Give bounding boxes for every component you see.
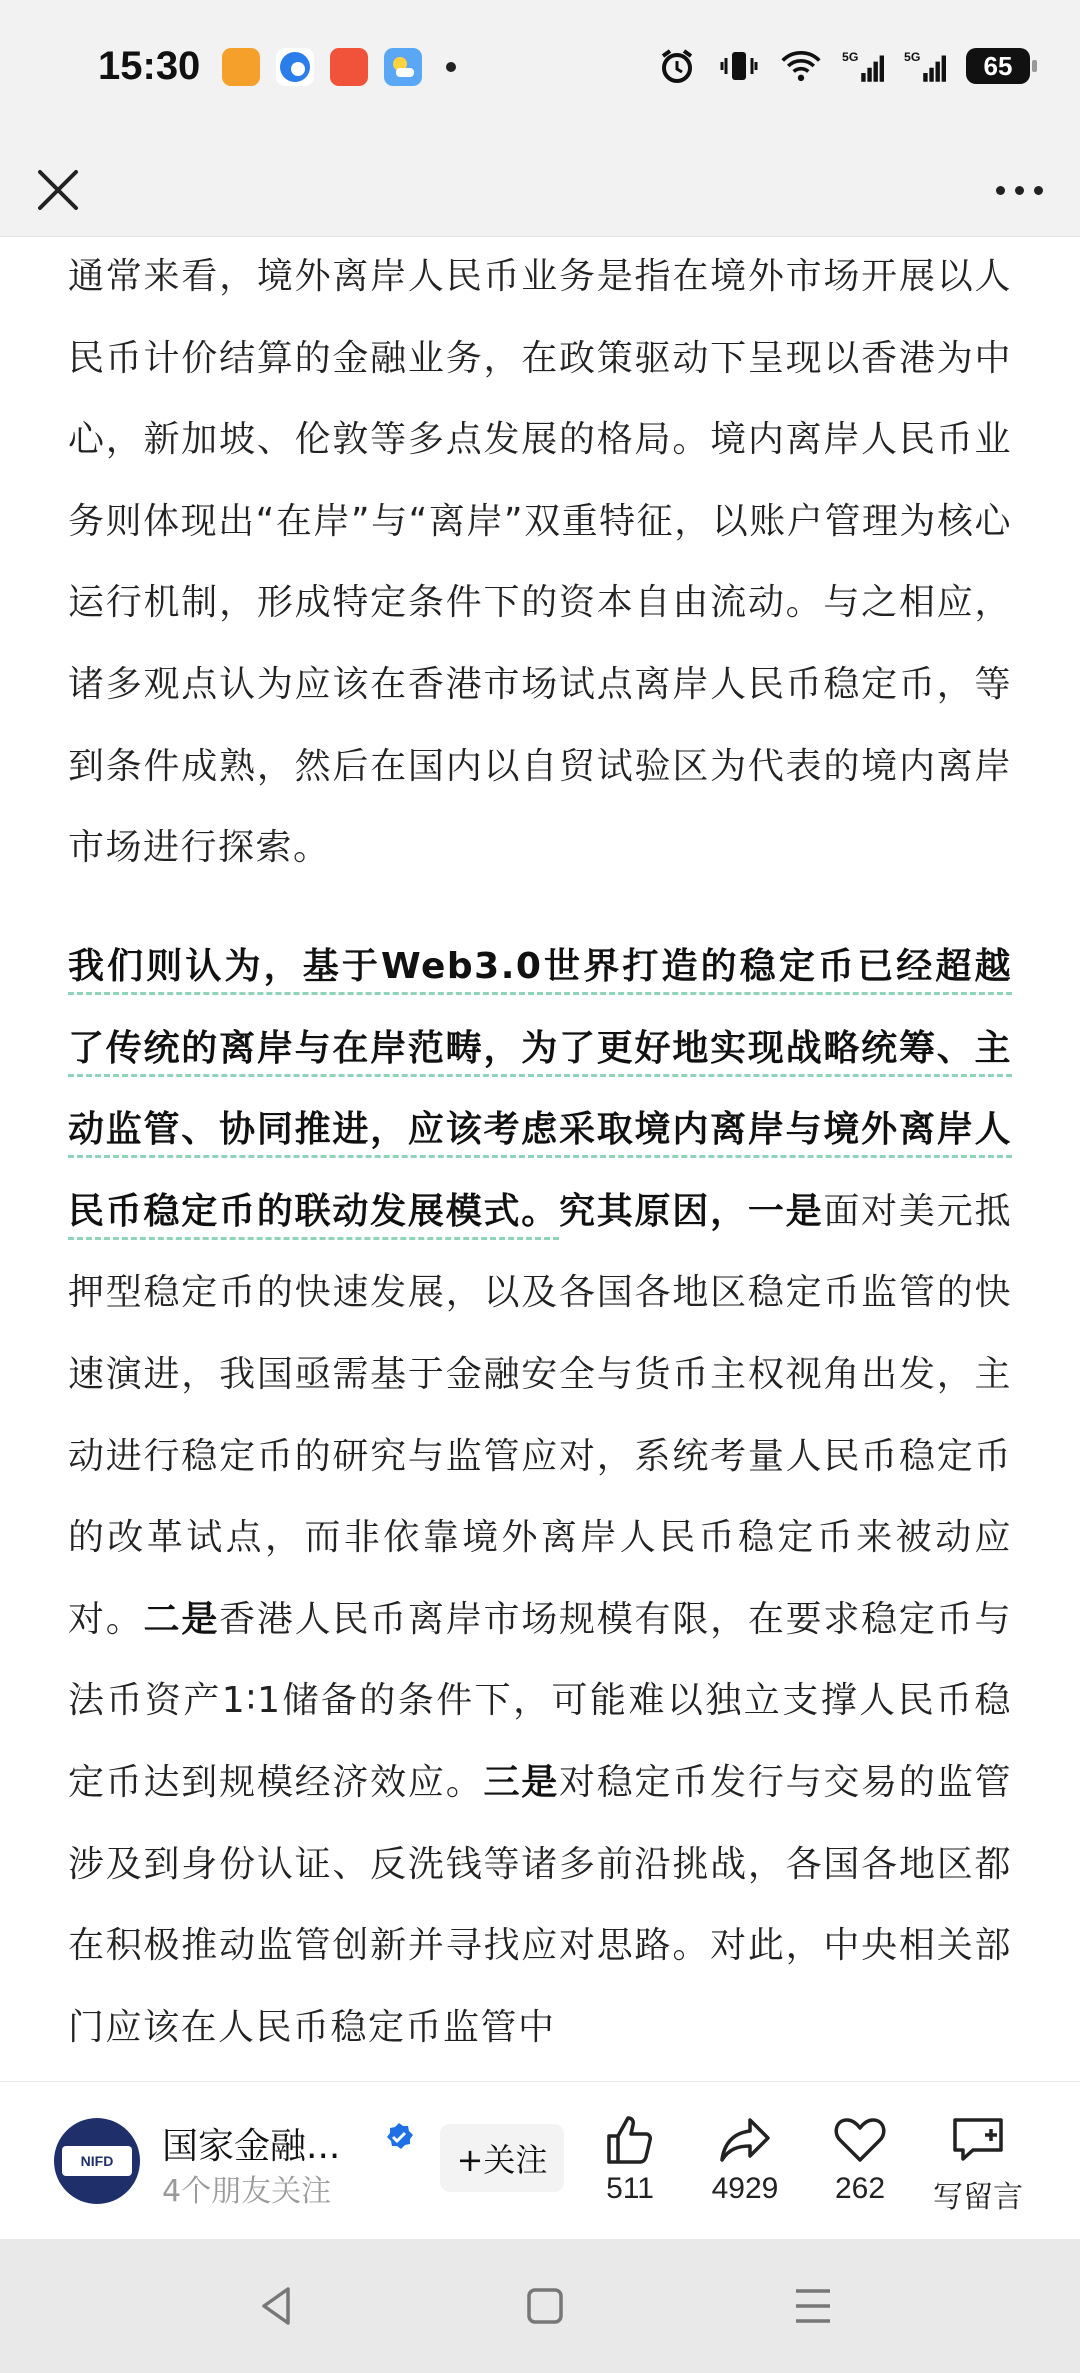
reason-two-text: 香港人民币离岸市场规模有限，在要求稳定币与法币资产1∶1储备的条件下，可能难以独立支撑人民币稳定币达到规模经济效应。 bbox=[68, 1598, 1012, 1803]
friends-following-count: 4个朋友关注 bbox=[162, 2174, 332, 2209]
menu-lines-icon[interactable] bbox=[788, 2281, 838, 2331]
svg-text:5G: 5G bbox=[842, 49, 859, 64]
share-count: 4929 bbox=[711, 2172, 779, 2205]
account-name[interactable]: 国家金融... bbox=[162, 2126, 341, 2167]
comment-label: 写留言 bbox=[933, 2180, 1023, 2215]
battery-indicator: 65 bbox=[966, 48, 1030, 84]
blue-edge-icon bbox=[276, 48, 314, 86]
share-arrow-icon bbox=[716, 2110, 774, 2168]
avatar-logo-text: NIFD bbox=[62, 2146, 132, 2176]
wifi-icon bbox=[780, 46, 822, 86]
highlighted-statement: 我们则认为，基于Web3.0世界打造的稳定币已经超越了传统的离岸与在岸范畴，为了更好地实现战略统筹、主动监管、协同推进，应该考虑采取境内离岸与境外离岸人民币稳定币的联动发展模式。 bbox=[68, 946, 1012, 1232]
reason-three-lead: 三是 bbox=[483, 1761, 560, 1803]
alarm-icon bbox=[656, 46, 698, 86]
article-paragraph-2 bbox=[68, 926, 1012, 2068]
reason-two-lead: 二是 bbox=[143, 1598, 220, 1640]
article-body bbox=[68, 236, 1012, 2081]
comment-add-icon bbox=[949, 2110, 1007, 2168]
signal-5g-icon bbox=[842, 46, 884, 86]
more-options-button[interactable] bbox=[984, 164, 1054, 216]
follow-button[interactable]: +关注 bbox=[440, 2124, 564, 2192]
system-icons bbox=[656, 46, 1030, 86]
close-button[interactable] bbox=[28, 160, 88, 220]
reason-lead: 究其原因，一是 bbox=[559, 1190, 824, 1232]
back-triangle-icon[interactable] bbox=[252, 2281, 302, 2331]
red-app-icon bbox=[330, 48, 368, 86]
system-navigation-bar bbox=[0, 2239, 1080, 2373]
share-button[interactable] bbox=[685, 2110, 805, 2206]
favorite-button[interactable] bbox=[800, 2110, 920, 2206]
article-top-bar bbox=[0, 140, 1080, 237]
thumbs-up-icon bbox=[601, 2110, 659, 2168]
more-notifications-dot bbox=[446, 62, 456, 72]
comment-button[interactable] bbox=[918, 2110, 1038, 2216]
article-paragraph-1: 通常来看，境外离岸人民币业务是指在境外市场开展以人民币计价结算的金融业务，在政策驱动下呈现以香港为中心，新加坡、伦敦等多点发展的格局。境内离岸人民币业务则体现出“在岸”与“离岸”双重特征，以账户管理为核心运行机制，形成特定条件下的资本自由流动。与之相应，诸多观点认为应该在香港市场试点离岸人民币稳定币，等到条件成熟，然后在国内以自贸试验区为代表的境内离岸市场进行探索。 bbox=[68, 256, 1012, 869]
weather-icon bbox=[384, 48, 422, 86]
close-icon bbox=[28, 160, 88, 220]
clock-time: 15:30 bbox=[98, 44, 201, 88]
svg-text:5G: 5G bbox=[904, 49, 921, 64]
notification-icons bbox=[222, 48, 456, 86]
like-button[interactable] bbox=[570, 2110, 690, 2206]
heart-icon bbox=[831, 2110, 889, 2168]
reason-three-text: 对稳定币发行与交易的监管涉及到身份认证、反洗钱等诸多前沿挑战，各国各地区都在积极推动监管创新并寻找应对思路。对此，中央相关部门应该在人民币稳定币监管中 bbox=[68, 1761, 1012, 2048]
like-count: 511 bbox=[606, 2172, 654, 2205]
more-dot-icon bbox=[996, 186, 1005, 195]
reason-one-text: 面对美元抵押型稳定币的快速发展，以及各国各地区稳定币监管的快速演进，我国亟需基于金融安全与货币主权视角出发，主动进行稳定币的研究与监管应对，系统考量人民币稳定币的改革试点，而非依靠境外离岸人民币稳定币来被动应对。 bbox=[68, 1190, 1012, 1640]
favorite-count: 262 bbox=[834, 2172, 886, 2205]
orange-app-icon bbox=[222, 48, 260, 86]
vibrate-icon bbox=[718, 46, 760, 86]
account-avatar[interactable] bbox=[54, 2118, 140, 2204]
status-bar bbox=[0, 0, 1080, 140]
signal-5g-icon-2 bbox=[904, 46, 946, 86]
home-square-icon[interactable] bbox=[520, 2281, 570, 2331]
verified-badge-icon bbox=[384, 2122, 414, 2152]
more-dot-icon bbox=[1015, 186, 1024, 195]
more-dot-icon bbox=[1034, 186, 1043, 195]
bottom-action-bar bbox=[0, 2081, 1080, 2240]
